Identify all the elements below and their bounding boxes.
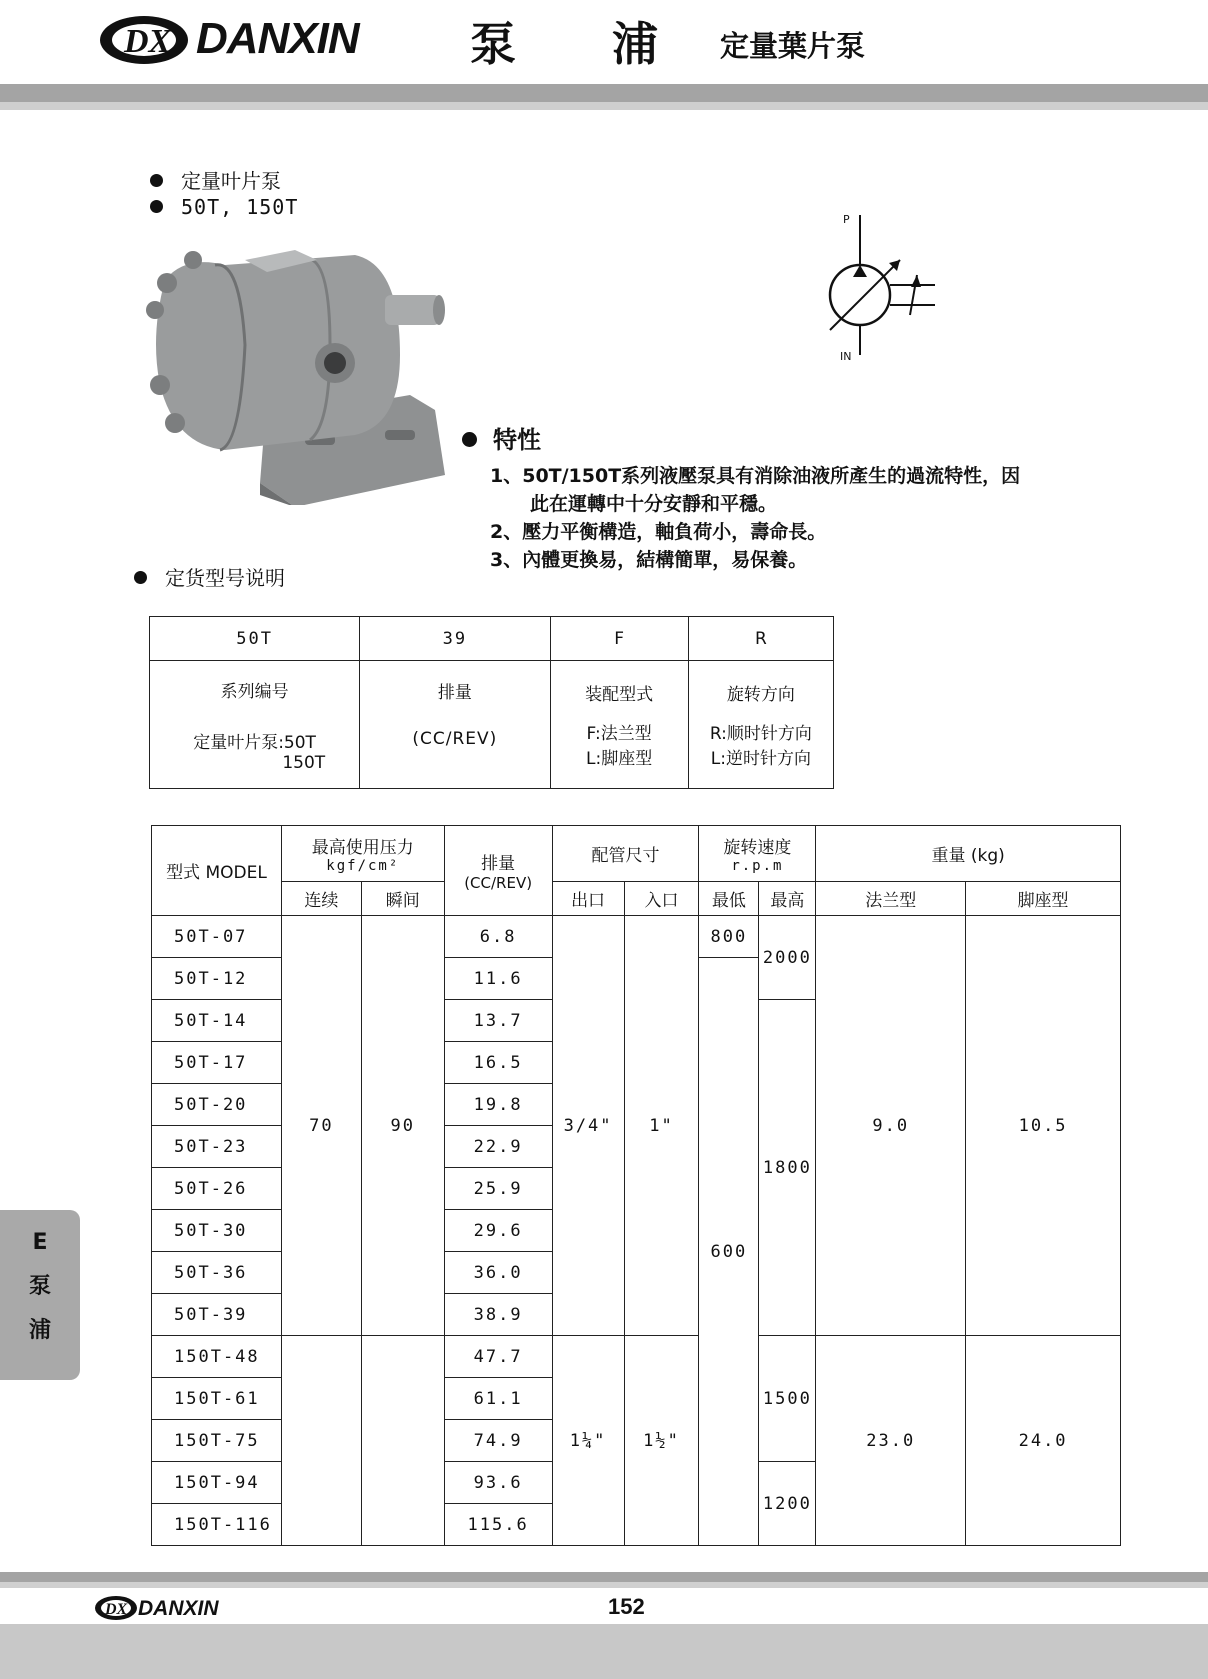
header-band-light	[0, 102, 1208, 110]
max-speed-a: 2000	[759, 916, 816, 1000]
col-model: 型式 MODEL	[152, 826, 282, 916]
min-speed-b: 600	[699, 958, 759, 1546]
code-mounting: F	[550, 617, 688, 661]
disp-cell: 19.8	[444, 1084, 552, 1126]
disp-cell: 16.5	[444, 1042, 552, 1084]
outlet-50t: 3/4"	[552, 916, 624, 1336]
disp-cell: 61.1	[444, 1378, 552, 1420]
vane-pump-image	[145, 245, 445, 505]
col-foot: 脚座型	[966, 882, 1121, 916]
feature-line-2: 2、壓力平衡構造，軸負荷小，壽命長。	[490, 521, 827, 543]
pressure-instant: 90	[361, 916, 444, 1336]
col-outlet: 出口	[552, 882, 624, 916]
inlet-150t: 1½"	[624, 1336, 699, 1546]
features-title: 特性	[462, 420, 541, 455]
displacement-desc: 排量 (CC/REV)	[360, 661, 550, 789]
disp-cell: 47.7	[444, 1336, 552, 1378]
pressure-continuous-cont	[281, 1336, 361, 1546]
disp-cell: 13.7	[444, 1000, 552, 1042]
disp-cell: 11.6	[444, 958, 552, 1000]
max-speed-c: 1500	[759, 1336, 816, 1462]
disp-cell: 6.8	[444, 916, 552, 958]
col-max-speed: 最高	[759, 882, 816, 916]
code-displacement: 39	[360, 617, 550, 661]
weight-flange-150t: 23.0	[816, 1336, 966, 1546]
footer-band-light	[0, 1582, 1208, 1588]
feature-line-3: 3、內體更換易，結構簡單，易保養。	[490, 549, 808, 571]
model-cell: 50T-39	[152, 1294, 282, 1336]
brand-name: DANXIN	[196, 14, 359, 63]
model-cell: 150T-94	[152, 1462, 282, 1504]
model-cell: 150T-61	[152, 1378, 282, 1420]
code-series: 50T	[150, 617, 360, 661]
disp-cell: 93.6	[444, 1462, 552, 1504]
disp-cell: 74.9	[444, 1420, 552, 1462]
col-pipe: 配管尺寸	[552, 826, 699, 882]
col-min-speed: 最低	[699, 882, 759, 916]
inlet-50t: 1"	[624, 916, 699, 1336]
header-band	[0, 84, 1208, 102]
danxin-logo-icon	[98, 10, 194, 66]
model-cell: 50T-23	[152, 1126, 282, 1168]
pressure-instant-cont	[361, 1336, 444, 1546]
weight-foot-50t: 10.5	[966, 916, 1121, 1336]
col-inlet: 入口	[624, 882, 699, 916]
col-pressure: 最高使用压力 kgf/cm²	[281, 826, 444, 882]
disp-cell: 36.0	[444, 1252, 552, 1294]
rotation-desc: 旋转方向 R:顺时针方向 L:逆时针方向	[688, 661, 833, 789]
disp-cell: 22.9	[444, 1126, 552, 1168]
category-char-2: 浦	[612, 17, 658, 71]
feature-line-1b: 此在運轉中十分安靜和平穩。	[530, 493, 778, 515]
mounting-desc: 装配型式 F:法兰型 L:脚座型	[550, 661, 688, 789]
weight-foot-150t: 24.0	[966, 1336, 1121, 1546]
logo-letters: DX	[124, 23, 172, 60]
model-cell: 150T-75	[152, 1420, 282, 1462]
code-rotation: R	[688, 617, 833, 661]
spec-table	[151, 825, 1121, 1546]
symbol-port-in: IN	[840, 350, 852, 363]
max-speed-b: 1800	[759, 1000, 816, 1336]
disp-cell: 25.9	[444, 1168, 552, 1210]
series-desc: 系列编号 定量叶片泵:50T 150T	[150, 661, 360, 789]
max-speed-d: 1200	[759, 1462, 816, 1546]
model-cell: 50T-07	[152, 916, 282, 958]
side-tab-char: 浦	[28, 1318, 51, 1343]
model-cell: 150T-116	[152, 1504, 282, 1546]
intro-item: 定量叶片泵	[150, 165, 281, 194]
side-tab-letter: E	[32, 1230, 48, 1255]
intro-item: 50T, 150T	[150, 195, 298, 219]
col-speed: 旋转速度 r.p.m	[699, 826, 816, 882]
danxin-footer-logo-icon	[94, 1594, 138, 1622]
order-code-title: 定货型号说明	[134, 562, 285, 591]
feature-line-1: 1、50T/150T系列液壓泵具有消除油液所產生的過流特性，因	[490, 465, 1021, 487]
page-number: 152	[608, 1594, 645, 1619]
order-code-table	[149, 616, 834, 789]
model-cell: 50T-20	[152, 1084, 282, 1126]
col-displacement: 排量 (CC/REV)	[444, 826, 552, 916]
col-continuous: 连续	[281, 882, 361, 916]
model-cell: 50T-26	[152, 1168, 282, 1210]
disp-cell: 29.6	[444, 1210, 552, 1252]
col-instant: 瞬间	[361, 882, 444, 916]
col-weight: 重量 (kg)	[816, 826, 1121, 882]
footer-brand: DANXIN	[138, 1597, 219, 1620]
min-speed-a: 800	[699, 916, 759, 958]
model-cell: 50T-30	[152, 1210, 282, 1252]
disp-cell: 115.6	[444, 1504, 552, 1546]
model-cell: 150T-48	[152, 1336, 282, 1378]
model-cell: 50T-36	[152, 1252, 282, 1294]
model-cell: 50T-17	[152, 1042, 282, 1084]
side-tab-char: 泵	[28, 1274, 51, 1299]
pressure-continuous: 70	[281, 916, 361, 1336]
outlet-150t: 1¼"	[552, 1336, 624, 1546]
col-flange: 法兰型	[816, 882, 966, 916]
disp-cell: 38.9	[444, 1294, 552, 1336]
section-side-tab	[0, 1210, 80, 1380]
model-cell: 50T-12	[152, 958, 282, 1000]
weight-flange-50t: 9.0	[816, 916, 966, 1336]
pump-symbol-icon	[805, 205, 965, 365]
model-cell: 50T-14	[152, 1000, 282, 1042]
symbol-port-p: P	[843, 213, 850, 226]
category-subtitle: 定量葉片泵	[720, 29, 866, 63]
svg-text:DX: DX	[105, 1601, 128, 1618]
footer-bottom-band	[0, 1624, 1208, 1679]
footer-band	[0, 1572, 1208, 1582]
category-char-1: 泵	[470, 17, 516, 71]
